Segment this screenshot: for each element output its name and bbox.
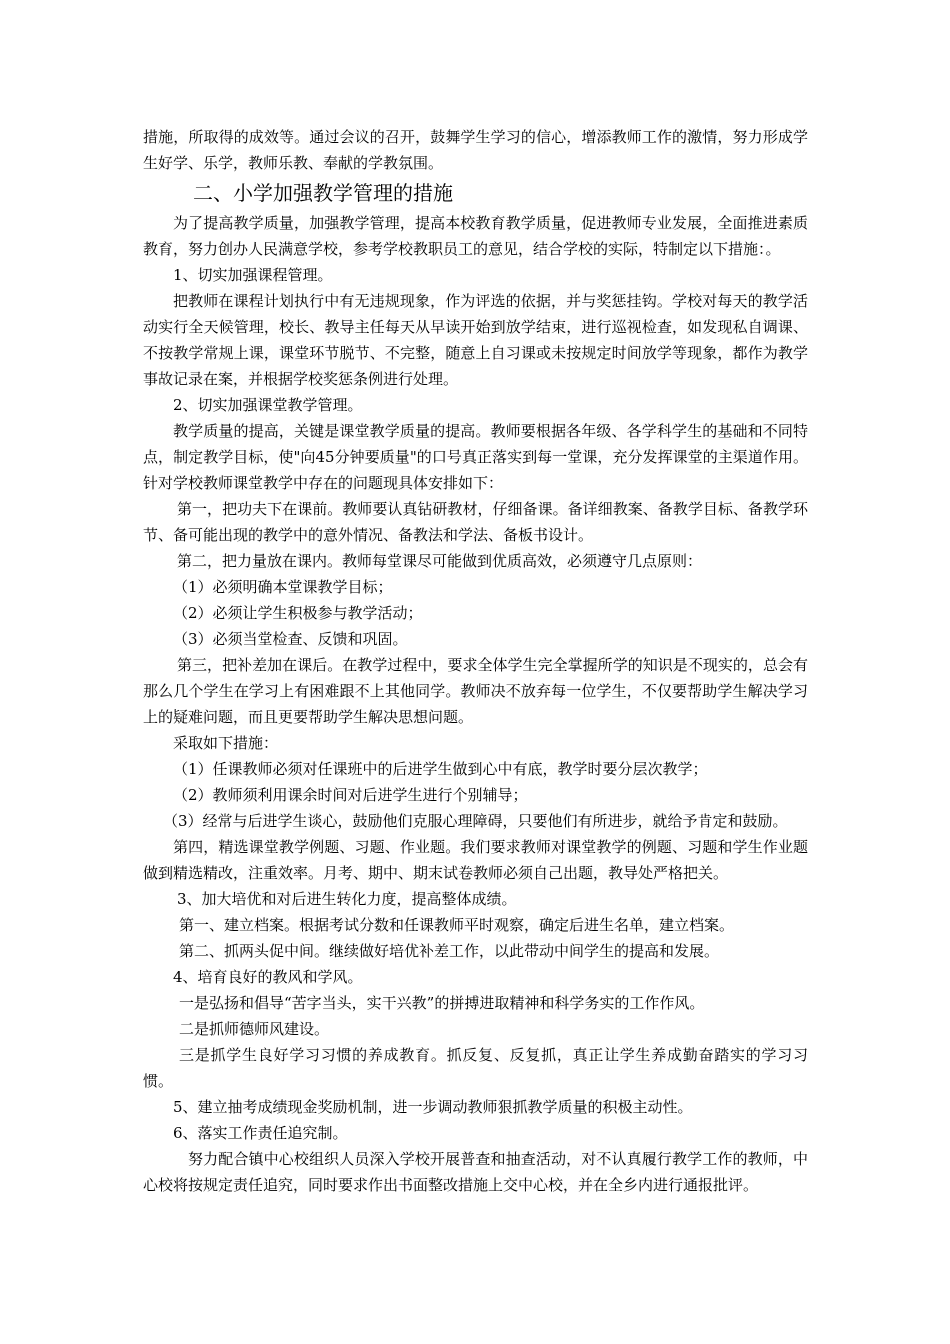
list-item: （3）经常与后进学生谈心，鼓励他们克服心理障碍，只要他们有所进步，就给予肯定和鼓励。 (163, 812, 788, 830)
paragraph: 把教师在课程计划执行中有无违规现象，作为评选的依据，并与奖惩挂钩。学校对每天的教学活动实行全天候管理，校长、教导主任每天从早读开始到放学结束，进行巡视检查，如发现私自调课、不按教学常规上课，课堂环节脱节、不完整，随意上自习课或未按规定时间放学等现象，都作为教学事故记录在案，并根据学校奖惩条例进行处理。 (143, 292, 808, 388)
list-heading: 1、切实加强课程管理。 (173, 266, 333, 284)
paragraph: 第一、建立档案。根据考试分数和任课教师平时观察，确定后进生名单，建立档案。 (179, 916, 735, 934)
paragraph: 为了提高教学质量，加强教学管理，提高本校教育教学质量，促进教师专业发展，全面推进素质教育，努力创办人民满意学校，参考学校教职员工的意见，结合学校的实际，特制定以下措施：。 (143, 214, 808, 258)
paragraph-intro: 措施，所取得的成效等。通过会议的召开，鼓舞学生学习的信心，增添教师工作的激情，努力形成学生好学、乐学，教师乐教、奉献的学教氛围。 (143, 128, 808, 172)
list-heading: 5、建立抽考成绩现金奖励机制，进一步调动教师狠抓教学质量的积极主动性。 (173, 1098, 693, 1116)
list-heading: 4、培育良好的教风和学风。 (173, 968, 363, 986)
list-heading: 3、加大培优和对后进生转化力度，提高整体成绩。 (177, 890, 517, 908)
paragraph: 第一，把功夫下在课前。教师要认真钻研教材，仔细备课。备详细教案、备教学目标、备教学环节、备可能出现的教学中的意外情况、备教法和学法、备板书设计。 (143, 500, 808, 544)
list-item: （2）教师须利用课余时间对后进学生进行个别辅导； (173, 786, 528, 804)
paragraph: 一是弘扬和倡导“苦字当头，实干兴教”的拼搏进取精神和科学务实的工作作风。 (179, 994, 705, 1012)
list-item: （1）必须明确本堂课教学目标； (173, 578, 393, 596)
paragraph: 三是抓学生良好学习习惯的养成教育。抓反复、反复抓，真正让学生养成勤奋踏实的学习习惯。 (143, 1046, 808, 1090)
list-heading: 2、切实加强课堂教学管理。 (173, 396, 363, 414)
list-heading: 6、落实工作责任追究制。 (173, 1124, 348, 1142)
paragraph: 教学质量的提高，关键是课堂教学质量的提高。教师要根据各年级、各学科学生的基础和不同特点，制定教学目标，使"向45分钟要质量"的口号真正落实到每一堂课，充分发挥课堂的主渠道作用。针对学校教师课堂教学中存在的问题现具体安排如下： (143, 422, 808, 492)
paragraph: 第四，精选课堂教学例题、习题、作业题。我们要求教师对课堂教学的例题、习题和学生作业题做到精选精改，注重效率。月考、期中、期末试卷教师必须自己出题，教导处严格把关。 (143, 838, 808, 882)
paragraph: 第三，把补差加在课后。在教学过程中，要求全体学生完全掌握所学的知识是不现实的，总会有那么几个学生在学习上有困难跟不上其他同学。教师决不放弃每一位学生，不仅要帮助学生解决学习上的疑难问题，而且更要帮助学生解决思想问题。 (143, 656, 808, 726)
list-item: （1）任课教师必须对任课班中的后进学生做到心中有底，教学时要分层次教学； (173, 760, 708, 778)
paragraph: 第二、抓两头促中间。继续做好培优补差工作，以此带动中间学生的提高和发展。 (179, 942, 720, 960)
paragraph: 二是抓师德师风建设。 (179, 1020, 330, 1038)
paragraph: 第二，把力量放在课内。教师每堂课尽可能做到优质高效，必须遵守几点原则： (177, 552, 703, 570)
document-body (143, 124, 808, 1198)
list-item: （2）必须让学生积极参与教学活动； (173, 604, 423, 622)
list-item: （3）必须当堂检查、反馈和巩固。 (173, 630, 408, 648)
section-heading: 二、小学加强教学管理的措施 (193, 181, 453, 205)
paragraph: 努力配合镇中心校组织人员深入学校开展普查和抽查活动，对不认真履行教学工作的教师，中心校将按规定责任追究，同时要求作出书面整改措施上交中心校，并在全乡内进行通报批评。 (143, 1150, 808, 1194)
paragraph: 采取如下措施： (173, 734, 279, 752)
